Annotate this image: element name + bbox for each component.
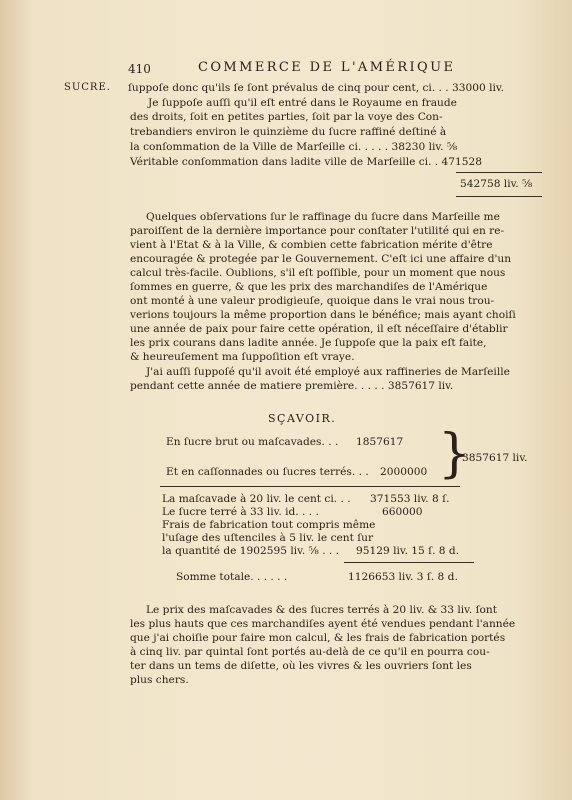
cost-label: l'uſage des uſtenciles à 5 liv. le cent ſur xyxy=(162,532,374,544)
text-line: paroiſſent de la dernière importance pour conſtater l'utilité qui en re- xyxy=(130,225,505,237)
text-line: J'ai auſſi ſuppoſé qu'il avoit été employé aux raffineries de Marſeille xyxy=(146,366,510,378)
text-line: à cinq liv. par quintal ſont portés au-delà de ce qu'il en pourra cou- xyxy=(130,646,490,658)
text-line: une année de paix pour faire cette opération, il eſt néceſſaire d'établir xyxy=(130,323,508,335)
cost-label: Frais de fabrication tout compris même xyxy=(162,519,376,531)
cost-label: Le ſucre terré à 33 liv. id. . . . xyxy=(162,506,319,518)
block-total: 542758 liv. ⅝ xyxy=(460,178,533,190)
text-line: plus chers. xyxy=(130,674,189,686)
brace-icon: } xyxy=(438,424,472,484)
text-line: ter dans un tems de diſette, où les vivres & les ouvriers ſont les xyxy=(130,660,472,672)
savoir-heading: SÇAVOIR. xyxy=(268,412,337,425)
text-line: ſommes en guerre, & que les prix des marchandiſes de l'Amérique xyxy=(130,281,488,293)
text-line: encouragée & protegée par le Gouvernement. C'eſt ici une affaire d'un xyxy=(130,253,512,265)
text-line: Quelques obſervations ſur le raffinage du ſucre dans Marſeille me xyxy=(146,211,500,223)
savoir-row-value: 1857617 xyxy=(356,436,404,448)
text-line: & heureuſement ma ſuppoſition eſt vraye. xyxy=(130,351,355,363)
cost-value: 371553 liv. 8 ſ. xyxy=(370,493,450,505)
savoir-row-value: 2000000 xyxy=(380,466,428,478)
text-line: la conſommation de la Ville de Marſeille ci. . . . . 38230 liv. ⅝ xyxy=(130,141,458,153)
sum-rule xyxy=(344,562,474,563)
table-rule xyxy=(160,486,460,487)
text-line: ſuppoſe donc qu'ils ſe ſont prévalus de cinq pour cent, ci. . . 33000 liv. xyxy=(128,82,504,94)
cost-label: la quantité de 1902595 liv. ⅝ . . . xyxy=(162,545,340,557)
margin-note: SUCRE. xyxy=(64,82,111,93)
text-line: pendant cette année de matiere première. . . . . 3857617 liv. xyxy=(130,380,454,392)
cost-value: 95129 liv. 15 ſ. 8 d. xyxy=(356,545,460,557)
running-title: COMMERCE DE L'AMÉRIQUE xyxy=(198,60,456,75)
savoir-row-label: En ſucre brut ou maſcavades. . . xyxy=(166,436,339,448)
text-line: Le prix des maſcavades & des ſucres terrés à 20 liv. & 33 liv. ſont xyxy=(146,604,498,616)
text-line: verions toujours la même proportion dans le bénéfice; mais ayant choiſi xyxy=(130,309,516,321)
text-line: vient à l'Etat & à la Ville, & combien cette fabrication mérite d'être xyxy=(130,239,493,251)
cost-value: 660000 xyxy=(382,506,423,518)
text-line: des droits, ſoit en petites parties, ſoit par la voye des Con- xyxy=(130,111,443,123)
cost-label: La maſcavade à 20 liv. le cent ci. . . xyxy=(162,493,351,505)
total-label: Somme totale. . . . . . xyxy=(176,571,288,583)
sum-rule xyxy=(456,172,542,173)
text-line: Je ſuppoſe auſſi qu'il eſt entré dans le Royaume en fraude xyxy=(148,97,457,109)
total-value: 1126653 liv. 3 ſ. 8 d. xyxy=(348,571,458,583)
text-line: ont monté à une valeur prodigieuſe, quoique dans le vrai nous trou- xyxy=(130,295,495,307)
text-line: trebandiers environ le quinzième du ſucre raffiné deſtiné à xyxy=(130,126,447,138)
savoir-row-label: Et en caſſonnades ou ſucres terrés. . . xyxy=(166,466,369,478)
savoir-total: 3857617 liv. xyxy=(462,452,528,464)
text-line: calcul très-facile. Oublions, s'il eſt poſſible, pour un moment que nous xyxy=(130,267,506,279)
sum-rule xyxy=(456,196,542,197)
text-line: Véritable conſommation dans ladite ville de Marſeille ci. . 471528 xyxy=(130,156,482,168)
page-number: 410 xyxy=(128,62,151,76)
text-line: les plus hauts que ces marchandiſes ayent été vendues pendant l'année xyxy=(130,618,516,630)
text-line: que j'ai choiſie pour faire mon calcul, & les frais de fabrication portés xyxy=(130,632,506,644)
text-line: les prix courans dans ladite année. Je ſuppoſe que la paix eſt faite, xyxy=(130,337,487,349)
